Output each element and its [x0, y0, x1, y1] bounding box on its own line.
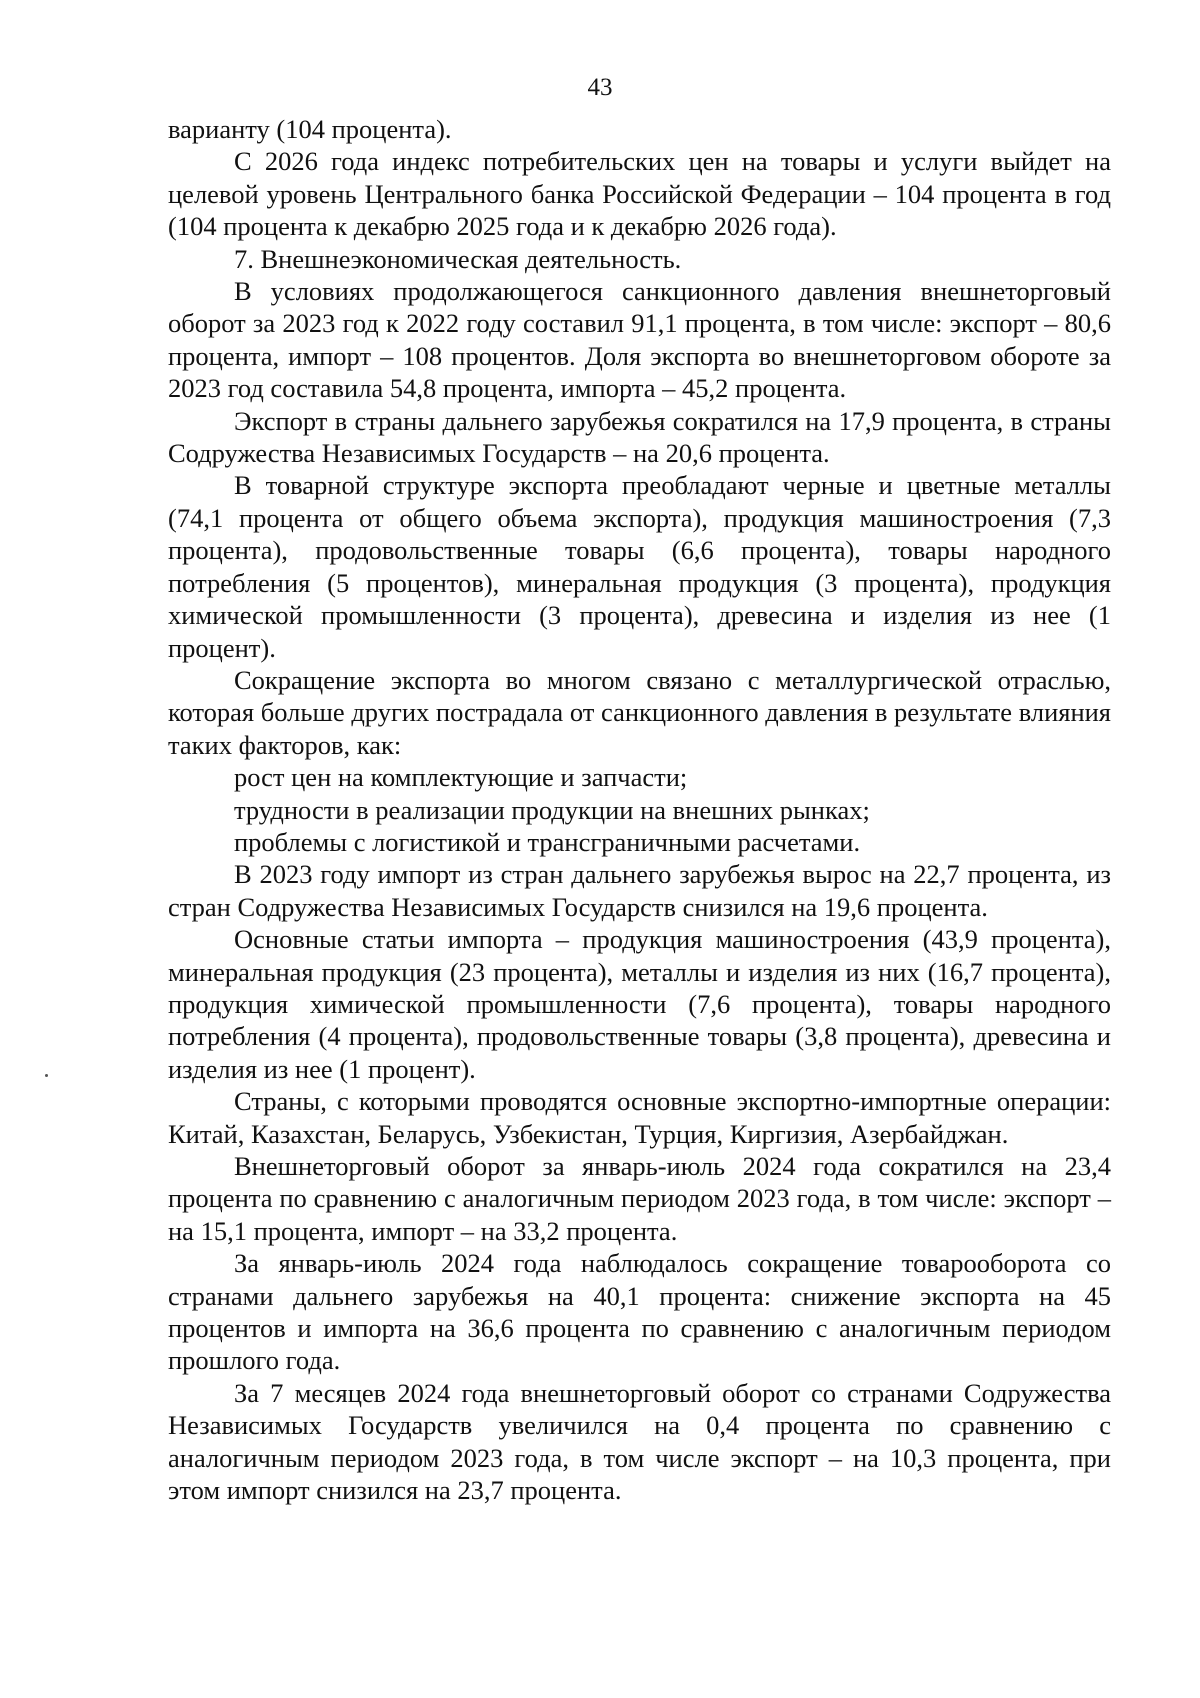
- list-item: рост цен на комплектующие и запчасти;: [234, 762, 688, 793]
- paragraph-export-decline: Экспорт в страны дальнего зарубежья сократился на 17,9 процента, в страны Содружества Независимых Государств – на 20,6 процента.: [168, 405, 1111, 469]
- scan-speck: [45, 1074, 48, 1077]
- paragraph-inflation-target: С 2026 года индекс потребительских цен на товары и услуги выйдет на целевой уровень Центрального банка Российской Федерации – 104 процента в год (104 процента к декабрю 2025 года и к декабрю 2026 года).: [168, 146, 1111, 242]
- paragraph-import-structure: Основные статьи импорта – продукция машиностроения (43,9 процента), минеральная продукция (23 процента), металлы и изделия из них (16,7 процента), продукция химической промышленности (7,6 процента), товары народного потребления (4 процента), продовольственные товары (3,8 процента), древесина и изделия из нее (1 процент).: [168, 924, 1111, 1084]
- paragraph-far-abroad-2024: За январь-июль 2024 года наблюдалось сокращение товарооборота со странами дальнего зарубежья на 40,1 процента: снижение экспорта на 45 процентов и импорта на 36,6 процента по сравнению с аналогичным периодом прошлого года.: [168, 1248, 1111, 1376]
- list-item: трудности в реализации продукции на внешних рынках;: [234, 794, 870, 825]
- paragraph-import-2023: В 2023 году импорт из стран дальнего зарубежья вырос на 22,7 процента, из стран Содружества Независимых Государств снизился на 19,6 процента.: [168, 859, 1111, 922]
- paragraph-trade-partners: Страны, с которыми проводятся основные экспортно-импортные операции: Китай, Казахстан, Беларусь, Узбекистан, Турция, Киргизия, Азербайджан.: [168, 1086, 1111, 1149]
- paragraph-export-reduction: Сокращение экспорта во многом связано с металлургической отраслью, которая больше других пострадала от санкционного давления в результате влияния таких факторов, как:: [168, 664, 1111, 760]
- paragraph-turnover-jan-jul-2024: Внешнеторговый оборот за январь-июль 2024 года сократился на 23,4 процента по сравнению с аналогичным периодом 2023 года, в том числе: экспорт – на 15,1 процента, импорт – на 33,2 процента.: [168, 1151, 1111, 1246]
- document-body: [168, 113, 1111, 1506]
- page-number: 43: [587, 74, 613, 101]
- paragraph-export-structure: В товарной структуре экспорта преобладают черные и цветные металлы (74,1 процента от общего объема экспорта), продукция машиностроения (7,3 процента), продовольственные товары (6,6 процента), товары народного потребления (5 процентов), минеральная продукция (3 процента), продукция химической промышленности (3 процента), древесина и изделия из нее (1 процент).: [168, 470, 1111, 663]
- section-heading: 7. Внешнеэкономическая деятельность.: [234, 243, 682, 274]
- paragraph-cis-2024: За 7 месяцев 2024 года внешнеторговый оборот со странами Содружества Независимых Государств увеличился на 0,4 процента по сравнению с аналогичным периодом 2023 года, в том числе экспорт – на 10,3 процента, при этом импорт снизился на 23,7 процента.: [168, 1377, 1111, 1506]
- paragraph-trade-turnover-2023: В условиях продолжающегося санкционного давления внешнеторговый оборот за 2023 год к 2022 году составил 91,1 процента, в том числе: экспорт – 80,6 процента, импорт – 108 процентов. Доля экспорта во внешнеторговом обороте за 2023 год составила 54,8 процента, импорта – 45,2 процента.: [168, 276, 1111, 404]
- list-item: проблемы с логистикой и трансграничными расчетами.: [234, 826, 861, 857]
- paragraph-continuation: варианту (104 процента).: [168, 114, 452, 144]
